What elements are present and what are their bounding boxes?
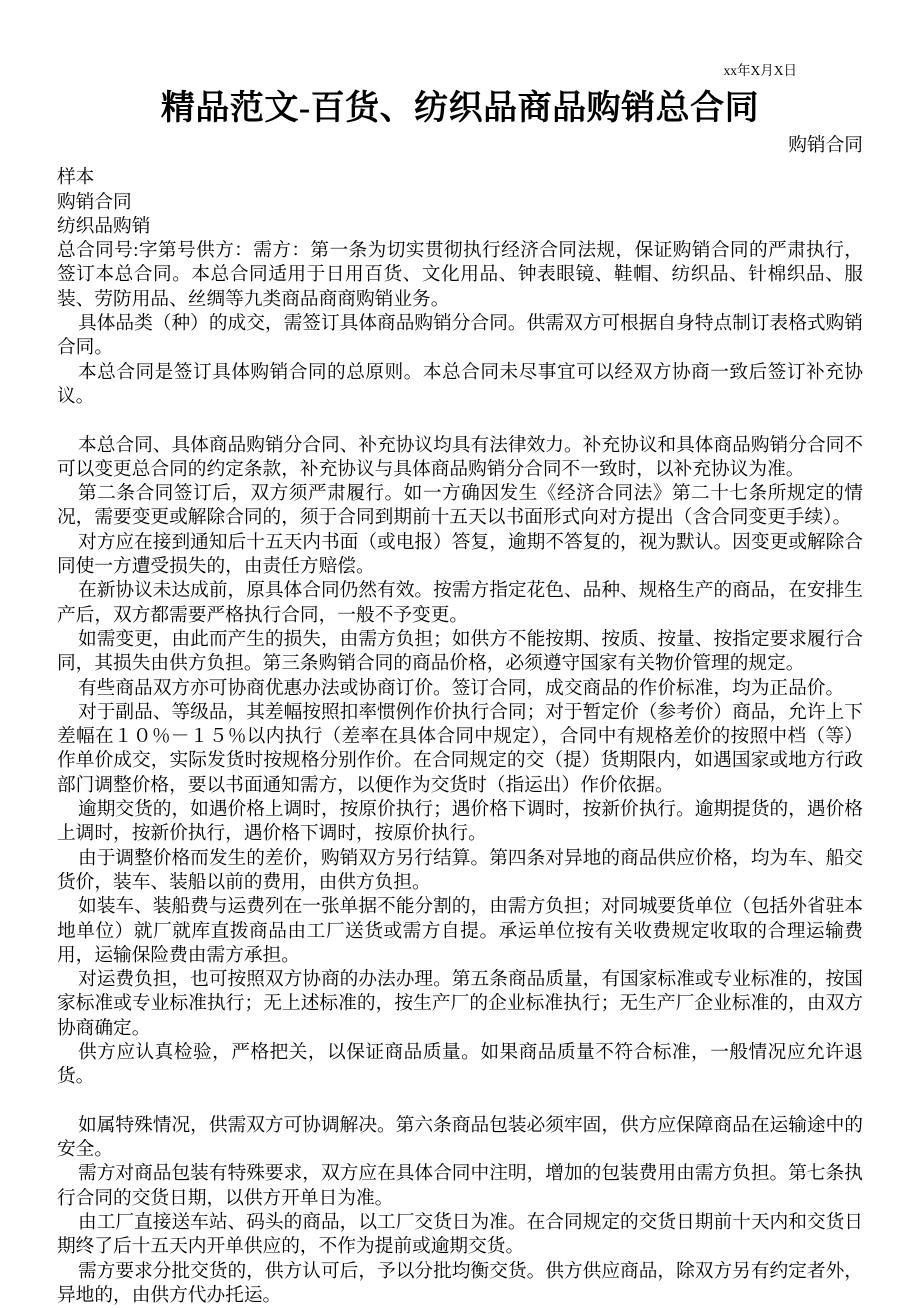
paragraph: 第二条合同签订后，双方须严肃履行。如一方确因发生《经济合同法》第二十七条所规定的情况，需要变更或解除合同的，须于合同到期前十五天以书面形式向对方提出（含合同变更手续）。 <box>57 483 863 529</box>
blank-line <box>57 409 863 433</box>
lead-line: 样本 <box>57 167 95 189</box>
paragraph: 如装车、装船费与运费列在一张单据不能分割的，由需方负担；对同城要货单位（包括外省驻本地单位）就厂就库直拨商品由工厂送货或需方自提。承运单位按有关收费规定收取的合理运输费用，运输保险费由需方承担。 <box>57 896 863 966</box>
paragraph: 在新协议未达成前，原具体合同仍然有效。按需方指定花色、品种、规格生产的商品，在安排生产后，双方都需要严格执行合同，一般不予变更。 <box>57 580 863 626</box>
document-body <box>57 166 863 1308</box>
paragraph: 对方应在接到通知后十五天内书面（或电报）答复，逾期不答复的，视为默认。因变更或解除合同使一方遭受损失的，由责任方赔偿。 <box>57 531 863 578</box>
paragraph: 如需变更，由此而产生的损失，由需方负担；如供方不能按期、按质、按量、按指定要求履行合同，其损失由供方负担。第三条购销合同的商品价格，必须遵守国家有关物价管理的规定。 <box>57 628 863 675</box>
paragraph: 有些商品双方亦可协商优惠办法或协商订价。签订合同，成交商品的作价标准，均为正品价。 <box>78 677 845 699</box>
paragraph: 如属特殊情况，供需双方可协调解决。第六条商品包装必须牢固，供方应保障商品在运输途中的安全。 <box>57 1114 863 1161</box>
date-line: xx年X月X日 <box>723 63 797 78</box>
subtitle-right: 购销合同 <box>788 135 863 156</box>
paragraph: 由于调整价格而发生的差价，购销双方另行结算。第四条对异地的商品供应价格，均为车、船交货价，装车、装船以前的费用，由供方负担。 <box>57 847 863 893</box>
paragraph: 由工厂直接送车站、码头的商品，以工厂交货日为准。在合同规定的交货日期前十天内和交货日期终了后十五天内开单供应的，不作为提前或逾期交货。 <box>57 1212 863 1258</box>
document-title: 精品范文-百货、纺织品商品购销总合同 <box>160 90 760 127</box>
paragraph: 总合同号:字第号供方：需方：第一条为切实贯彻执行经济合同法规，保证购销合同的严肃执行，签订本总合同。本总合同适用于日用百货、文化用品、钟表眼镜、鞋帽、纺织品、针棉织品、服装、劳防用品、丝绸等九类商品商商购销业务。 <box>57 240 863 310</box>
paragraph: 具体品类（种）的成交，需签订具体商品购销分合同。供需双方可根据自身特点制订表格式购销合同。 <box>57 313 863 359</box>
paragraph: 本总合同、具体商品购销分合同、补充协议均具有法律效力。补充协议和具体商品购销分合同不可以变更总合同的约定条款，补充协议与具体商品购销分合同不一致时，以补充协议为准。 <box>57 434 863 480</box>
lead-line: 购销合同 <box>57 191 132 213</box>
paragraph: 需方要求分批交货的，供方认可后，予以分批均衡交货。供方供应商品，除双方另有约定者外，异地的，由供方代办托运。 <box>57 1260 863 1306</box>
blank-line <box>57 1090 863 1114</box>
paragraph: 逾期交货的，如遇价格上调时，按原价执行；遇价格下调时，按新价执行。逾期提货的，遇价格上调时，按新价执行，遇价格下调时，按原价执行。 <box>57 799 863 845</box>
paragraph: 供方应认真检验，严格把关，以保证商品质量。如果商品质量不符合标准，一般情况应允许退货。 <box>57 1041 863 1088</box>
paragraph: 需方对商品包装有特殊要求，双方应在具体合同中注明，增加的包装费用由需方负担。第七条执行合同的交货日期，以供方开单日为准。 <box>57 1163 863 1209</box>
paragraph: 对运费负担，也可按照双方协商的办法办理。第五条商品质量，有国家标准或专业标准的，按国家标准或专业标准执行；无上述标准的，按生产厂的企业标准执行；无生产厂企业标准的，由双方协商确定。 <box>57 969 863 1039</box>
paragraph: 本总合同是签订具体购销合同的总原则。本总合同未尽事宜可以经双方协商一致后签订补充协议。 <box>57 361 863 407</box>
lead-line: 纺织品购销 <box>57 215 151 237</box>
paragraph: 对于副品、等级品，其差幅按照扣率惯例作价执行合同；对于暂定价（参考价）商品，允许上下差幅在１０％－１５％以内执行（差率在具体合同中规定），合同中有规格差价的按照中档（等）作单价成交，实际发货时按规格分别作价。在合同规定的交（提）货期限内，如遇国家或地方行政部门调整价格，要以书面通知需方，以便作为交货时（指运出）作价依据。 <box>57 701 863 796</box>
